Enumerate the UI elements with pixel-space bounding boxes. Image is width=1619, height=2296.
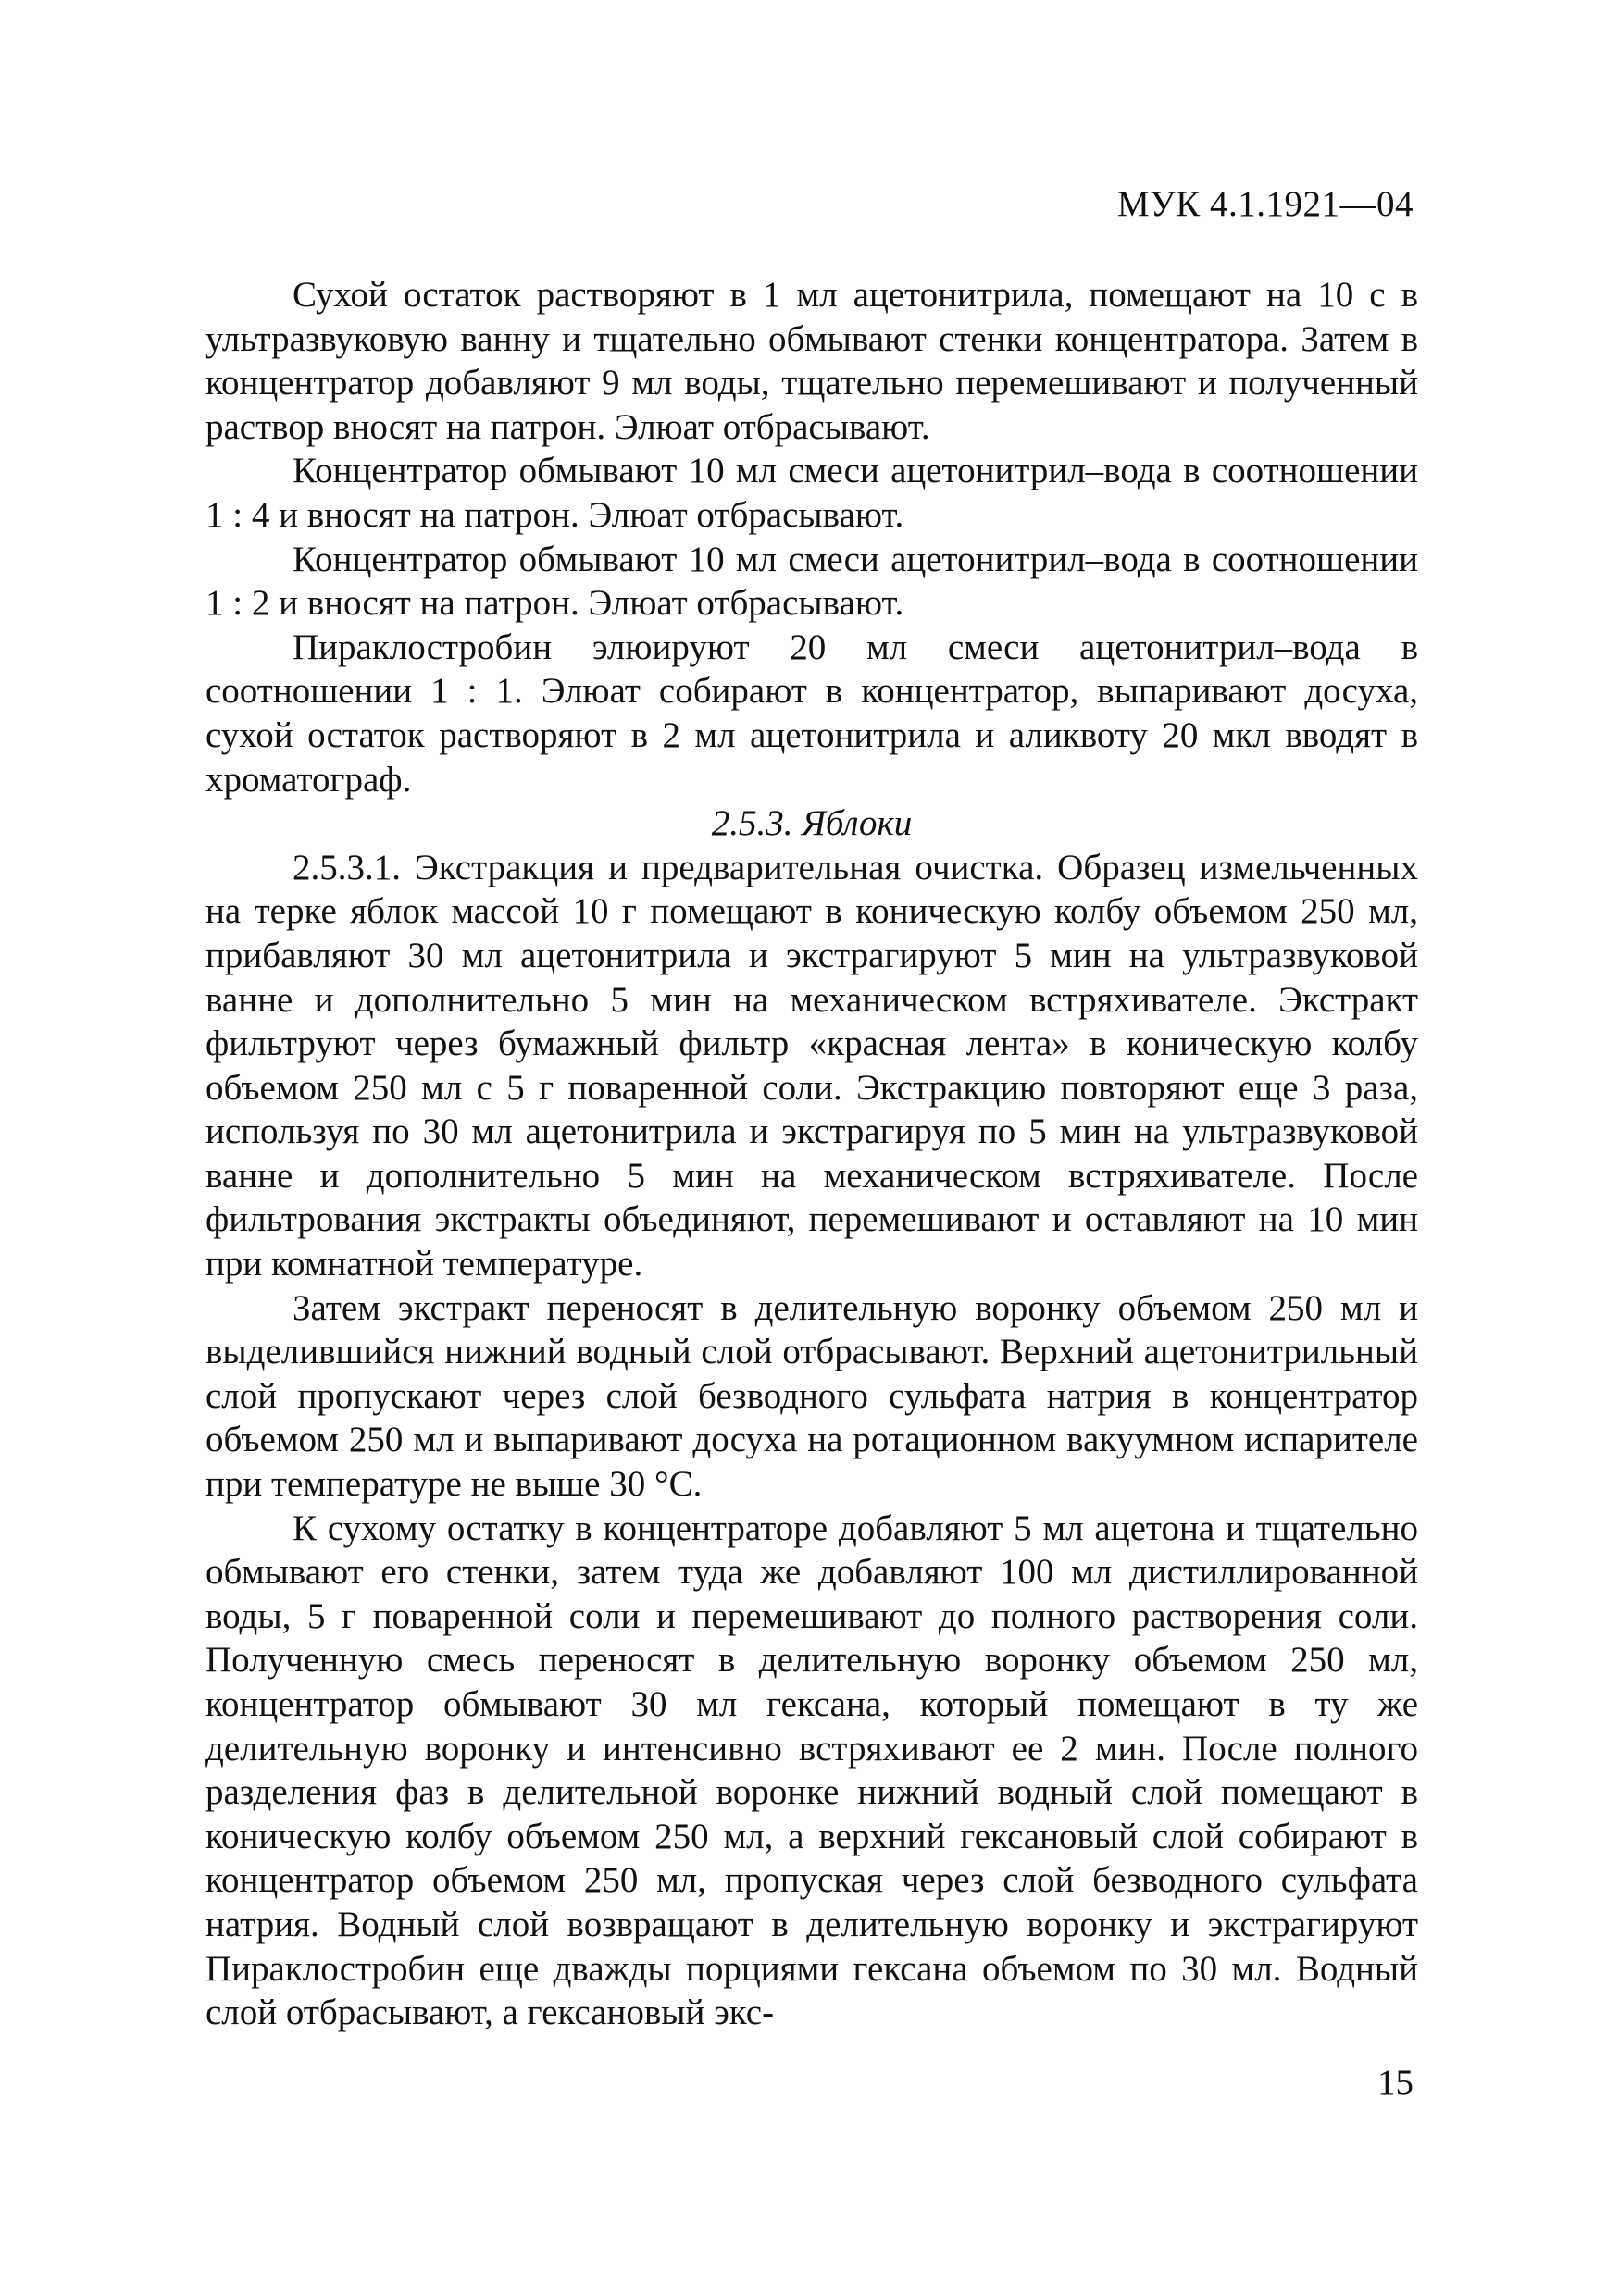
paragraph: Затем экстракт переносят в делительную воронку объемом 250 мл и выделившийся нижний водный слой отбрасывают. Верхний ацетонитрильный слой пропускают через слой безводного сульфата натрия в концентратор объемом 250 мл и выпаривают досуха на ротационном вакуумном испарителе при температуре не выше 30 °С.	[205, 1287, 1418, 1505]
paragraph: Концентратор обмывают 10 мл смеси ацетонитрил–вода в соотношении 1 : 4 и вносят на патрон. Элюат отбрасывают.	[205, 451, 1418, 535]
document-code-header: МУК 4.1.1921—04	[1116, 184, 1414, 224]
paragraph: К сухому остатку в концентраторе добавляют 5 мл ацетона и тщательно обмывают его стенки, затем туда же добавляют 100 мл дистиллированной воды, 5 г поваренной соли и перемешивают до полного растворения соли. Полученную смесь переносят в делительную воронку объемом 250 мл, концентратор обмывают 30 мл гексана, который помещают в ту же делительную воронку и интенсивно встряхивают ее 2 мин. После полного разделения фаз в делительной воронке нижний водный слой помещают в коническую колбу объемом 250 мл, а верхний гексановый слой собирают в концентратор объемом 250 мл, пропуская через слой безводного сульфата натрия. Водный слой возвращают в делительную воронку и экстрагируют Пираклостробин еще дважды порциями гексана объемом по 30 мл. Водный слой отбрасывают, а гексановый экс-	[205, 1508, 1418, 2033]
paragraph: Пираклостробин элюируют 20 мл смеси ацетонитрил–вода в соотношении 1 : 1. Элюат собирают в концентратор, выпаривают досуха, сухой остаток растворяют в 2 мл ацетонитрила и аликвоту 20 мкл вводят в хроматограф.	[205, 627, 1418, 800]
page-number: 15	[1377, 2063, 1414, 2103]
paragraph: 2.5.3.1. Экстракция и предварительная очистка. Образец измельченных на терке яблок массой 10 г помещают в коническую колбу объемом 250 мл, прибавляют 30 мл ацетонитрила и экстрагируют 5 мин на ультразвуковой ванне и дополнительно 5 мин на механическом встряхивателе. Экстракт фильтруют через бумажный фильтр «красная лента» в коническую колбу объемом 250 мл с 5 г поваренной соли. Экстракцию повторяют еще 3 раза, используя по 30 мл ацетонитрила и экстрагируя по 5 мин на ультразвуковой ванне и дополнительно 5 мин на механическом встряхивателе. После фильтрования экстракты объединяют, перемешивают и оставляют на 10 мин при комнатной температуре.	[205, 847, 1418, 1285]
section-heading: 2.5.3. Яблоки	[711, 803, 913, 844]
document-body	[205, 273, 1418, 2035]
paragraph: Сухой остаток растворяют в 1 мл ацетонитрила, помещают на 10 с в ультразвуковую ванну и тщательно обмывают стенки концентратора. Затем в концентратор добавляют 9 мл воды, тщательно перемешивают и полученный раствор вносят на патрон. Элюат отбрасывают.	[205, 275, 1418, 447]
paragraph: Концентратор обмывают 10 мл смеси ацетонитрил–вода в соотношении 1 : 2 и вносят на патрон. Элюат отбрасывают.	[205, 539, 1418, 624]
